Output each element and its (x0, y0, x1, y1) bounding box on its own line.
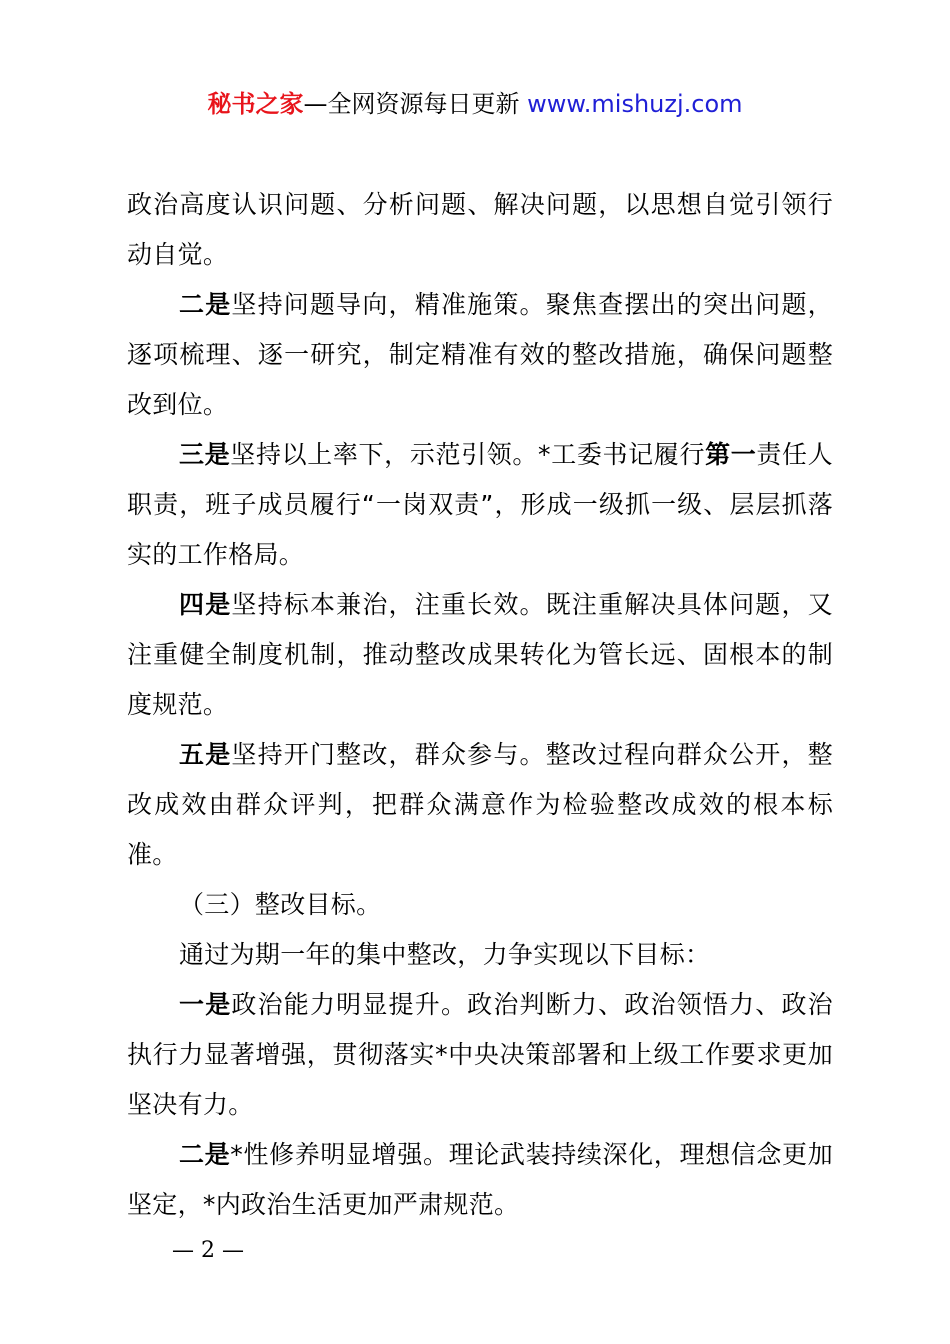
point-lead: 四是 (179, 590, 232, 619)
point-lead: 三是 (179, 440, 231, 469)
point-text: 政治能力明显提升。政治判断力、政治领悟力、政治执行力显著增强，贯彻落实*中央决策部署和上级工作要求更加坚决有力。 (127, 990, 833, 1119)
brand-name: 秘书之家 (207, 90, 304, 118)
paragraph-intro: 通过为期一年的集中整改，力争实现以下目标： (179, 940, 711, 969)
site-url[interactable]: www.mishuzj.com (527, 90, 743, 118)
point-lead: 一是 (179, 990, 232, 1019)
section-heading: （三）整改目标。 (179, 890, 382, 919)
point-text: 坚持标本兼治，注重长效。既注重解决具体问题，又注重健全制度机制，推动整改成果转化为管长远、固根本的制度规范。 (127, 590, 833, 719)
point-lead: 二是 (179, 1140, 231, 1169)
point-lead: 二是 (179, 290, 232, 319)
point-text: 坚持以上率下，示范引领。*工委书记履行 (230, 440, 706, 469)
point-text: *性修养明显增强。理论武装持续深化，理想信念更加坚定，*内政治生活更加严肃规范。 (127, 1140, 833, 1219)
emphasis-text: 第一 (705, 440, 757, 469)
paragraph-point-four (127, 580, 833, 730)
paragraph-continued: 政治高度认识问题、分析问题、解决问题，以思想自觉引领行动自觉。 (127, 190, 833, 269)
point-text: 坚持问题导向，精准施策。聚焦查摆出的突出问题，逐项梳理、逐一研究，制定精准有效的整改措施，确保问题整改到位。 (127, 290, 833, 419)
point-text: 坚持开门整改，群众参与。整改过程向群众公开，整改成效由群众评判，把群众满意作为检验整改成效的根本标准。 (127, 740, 833, 869)
point-lead: 五是 (179, 740, 232, 769)
paragraph-goal-two (127, 1130, 833, 1230)
site-header (0, 86, 950, 122)
paragraph-point-five (127, 730, 833, 880)
paragraph-goal-one (127, 980, 833, 1130)
paragraph-point-two (127, 280, 833, 430)
paragraph-point-three (127, 430, 833, 580)
point-text: 责任人职责，班子成员履行“一岗双责”，形成一级抓一级、层层抓落实的工作格局。 (127, 440, 833, 569)
header-tagline: —全网资源每日更新 (303, 90, 528, 118)
document-body (127, 180, 833, 1230)
page-number: — 2 — (172, 1238, 244, 1263)
